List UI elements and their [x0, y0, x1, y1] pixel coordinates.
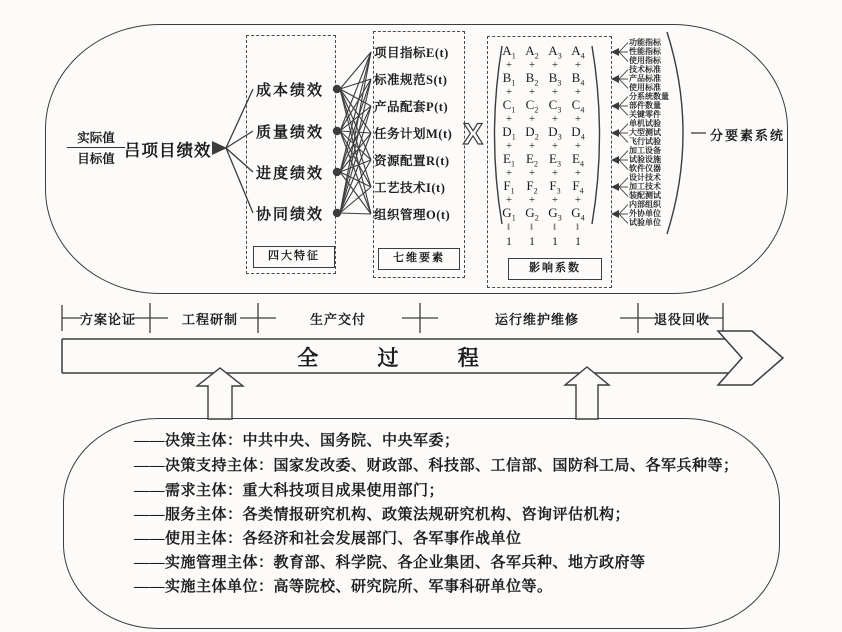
matrix-equals: ‖	[507, 222, 511, 232]
matrix-cell-index: 4	[580, 78, 585, 88]
matrix-cell-letter: C	[548, 97, 558, 112]
matrix-plus: +	[505, 167, 513, 179]
matrix-cell-index: 2	[534, 78, 539, 88]
subsystem-item: 使用指标	[629, 56, 661, 66]
matrix-cell-index: 2	[534, 105, 539, 115]
matrix-cell-letter: G	[548, 205, 558, 220]
subsystem-item: 分系统数量	[629, 91, 669, 101]
feature-node-dot	[333, 209, 341, 217]
matrix-plus: +	[574, 86, 582, 98]
subsystems-brace	[667, 32, 683, 234]
matrix-cell-letter: F	[503, 178, 511, 193]
matrix-cell-index: 1	[511, 51, 516, 61]
feature-item: 协同绩效	[255, 207, 324, 223]
matrix-plus: +	[505, 113, 513, 125]
subsystem-item: 装配测试	[629, 191, 661, 201]
matrix-plus: +	[528, 113, 536, 125]
matrix-cell-index: 1	[511, 78, 516, 88]
matrix-cell	[497, 124, 521, 142]
matrix-equals: ‖	[553, 222, 557, 232]
fan-origin-wedge	[212, 141, 227, 155]
matrix-cell	[543, 97, 567, 115]
matrix-cell	[566, 97, 590, 115]
subsystem-fan-line	[619, 205, 628, 214]
subsystem-arrowhead	[611, 183, 619, 191]
subsystem-item: 加工设备	[629, 145, 661, 155]
matrix-cell	[497, 43, 521, 61]
matrix-cell-letter: C	[525, 97, 535, 112]
stakeholder-line: ——需求主体：重大科技项目成果使用部门；	[134, 483, 445, 499]
matrix-plus: +	[551, 86, 559, 98]
matrix-cell-letter: F	[549, 178, 557, 193]
element-item: 资源配置R(t)	[374, 154, 450, 168]
stakeholder-line: ——实施主体单位：高等院校、研究院所、军事科研单位等。	[134, 579, 553, 595]
matrix-cell-letter: B	[548, 70, 558, 85]
matrix-paren-right	[592, 46, 600, 224]
matrix-cell	[520, 97, 544, 115]
matrix-cell-letter: F	[572, 178, 580, 193]
matrix-cell-letter: G	[571, 205, 581, 220]
matrix-equals: ‖	[530, 222, 534, 232]
matrix-cell-index: 3	[557, 132, 562, 142]
up-arrow	[565, 367, 609, 419]
matrix-cell	[520, 70, 544, 88]
matrix-caption: 影响系数	[508, 258, 602, 280]
subsystem-item: 性能指标	[629, 47, 661, 56]
feature-element-line	[340, 213, 371, 214]
matrix-cell-letter: E	[526, 151, 534, 166]
matrix-plus: +	[528, 194, 536, 206]
matrix-cell-letter: C	[571, 97, 581, 112]
matrix-cell	[566, 124, 590, 142]
subsystem-item: 加工技术	[629, 182, 661, 191]
matrix-plus: +	[574, 140, 582, 152]
matrix-cell	[566, 151, 590, 169]
subsystem-item: 使用标准	[629, 83, 661, 93]
subsystem-item: 设计技术	[629, 172, 661, 182]
matrix-cell-letter: G	[525, 205, 535, 220]
matrix-cell-index: 3	[557, 78, 562, 88]
multiply-sign: X	[462, 118, 484, 151]
matrix-cell	[497, 70, 521, 88]
matrix-cell-letter: E	[572, 151, 580, 166]
subsystem-item: 飞行试验	[629, 137, 661, 147]
matrix-column-sum: 1	[552, 234, 558, 248]
matrix-plus: +	[505, 194, 513, 206]
matrix-cell-index: 3	[557, 51, 562, 61]
matrix-cell-letter: D	[548, 124, 558, 139]
matrix-cell-index: 2	[534, 132, 539, 142]
matrix-cell-index: 3	[557, 213, 562, 223]
subsystem-arrowhead	[611, 156, 619, 164]
matrix-cell-index: 4	[580, 213, 585, 223]
feature-item: 成本绩效	[255, 83, 324, 99]
matrix-cell-index: 3	[556, 159, 561, 169]
matrix-cell-letter: B	[502, 70, 512, 85]
feature-item: 质量绩效	[255, 125, 324, 141]
subsystem-fan-line	[619, 43, 628, 52]
matrix-cell	[520, 178, 544, 196]
project-performance-label: 吕项目绩效	[124, 141, 212, 160]
matrix-plus: +	[551, 167, 559, 179]
matrix-cell	[520, 43, 544, 61]
timeline-phase: 工程研制	[181, 312, 239, 327]
matrix-equals: ‖	[576, 222, 580, 232]
matrix-cell-letter: D	[525, 124, 535, 139]
matrix-column-sum: 1	[506, 234, 512, 248]
subsystem-fan-line	[619, 70, 628, 79]
subsystem-fan-line	[619, 178, 628, 187]
subsystem-arrowhead	[611, 48, 619, 56]
subsystem-item: 功能指标	[629, 37, 661, 47]
matrix-cell	[543, 178, 567, 196]
matrix-cell-index: 2	[533, 186, 538, 196]
subsystems-caption: 分要素系统	[710, 128, 786, 143]
subsystem-arrowhead	[611, 102, 619, 110]
matrix-cell	[520, 124, 544, 142]
subsystem-item: 外协单位	[629, 209, 661, 218]
stakeholder-line: ——服务主体：各类情报研究机构、政策法规研究机构、咨询评估机构；	[134, 507, 631, 523]
matrix-cell	[566, 70, 590, 88]
matrix-cell-letter: D	[571, 124, 581, 139]
matrix-plus: +	[505, 59, 513, 71]
matrix-cell	[543, 70, 567, 88]
matrix-cell-index: 4	[579, 159, 584, 169]
matrix-plus: +	[551, 113, 559, 125]
subsystem-arrowhead	[611, 210, 619, 218]
matrix-column-sum: 1	[529, 234, 535, 248]
matrix-cell-index: 4	[580, 105, 585, 115]
matrix-plus: +	[505, 86, 513, 98]
stakeholder-line: ——使用主体：各经济和社会发展部门、各军事作战单位	[134, 531, 522, 547]
subsystem-item: 部件数量	[629, 101, 661, 110]
subsystem-arrowhead	[611, 129, 619, 137]
matrix-cell	[543, 43, 567, 61]
formula-numerator: 实际值	[67, 128, 125, 148]
seven-elements-caption: 七维要素	[378, 248, 460, 270]
matrix-cell	[497, 205, 521, 223]
stakeholder-line: ——决策支持主体：国家发改委、财政部、科技部、工信部、国防科工局、各军兵种等；	[134, 458, 739, 474]
matrix-cell-letter: A	[548, 43, 558, 58]
element-item: 工艺技术I(t)	[374, 181, 446, 195]
matrix-cell-index: 1	[510, 159, 515, 169]
subsystem-fan-line	[619, 214, 628, 223]
matrix-cell-letter: D	[502, 124, 512, 139]
stakeholder-line: ——决策主体：中共中央、国务院、中央军委；	[134, 433, 460, 449]
ratio-formula	[67, 128, 125, 167]
matrix-cell	[497, 97, 521, 115]
matrix-cell-index: 2	[534, 51, 539, 61]
timeline-phase: 方案论证	[79, 312, 137, 327]
matrix-cell-letter: G	[502, 205, 512, 220]
matrix-plus: +	[528, 140, 536, 152]
matrix-plus: +	[551, 59, 559, 71]
matrix-cell-letter: E	[549, 151, 557, 166]
matrix-cell-letter: B	[525, 70, 535, 85]
subsystem-item: 软件仪器	[629, 164, 661, 174]
matrix-plus: +	[574, 194, 582, 206]
matrix-cell-index: 4	[579, 186, 584, 196]
element-item: 产品配套P(t)	[374, 100, 449, 114]
subsystem-fan-line	[619, 151, 628, 160]
matrix-plus: +	[551, 140, 559, 152]
subsystem-item: 试验单位	[629, 218, 661, 228]
matrix-cell-index: 1	[511, 132, 516, 142]
stakeholder-line: ——实施管理主体：教育部、科学院、各企业集团、各军兵种、地方政府等	[134, 555, 646, 571]
matrix-cell-letter: B	[571, 70, 581, 85]
matrix-cell-index: 2	[534, 213, 539, 223]
matrix-plus: +	[528, 86, 536, 98]
matrix-cell-index: 4	[580, 132, 585, 142]
timeline-phase: 退役回收	[653, 312, 711, 327]
matrix-cell-index: 3	[557, 105, 562, 115]
subsystem-fan-line	[619, 124, 628, 133]
matrix-cell-letter: A	[571, 43, 581, 58]
subsystem-fan-line	[619, 187, 628, 196]
matrix-cell-letter: A	[525, 43, 535, 58]
matrix-plus: +	[574, 59, 582, 71]
subsystem-fan-line	[619, 133, 628, 142]
matrix-cell-index: 3	[556, 186, 561, 196]
element-item: 任务计划M(t)	[374, 127, 453, 141]
matrix-cell-letter: F	[526, 178, 534, 193]
feature-node-dot	[333, 168, 341, 176]
element-item: 组织管理O(t)	[374, 208, 451, 222]
matrix-cell-letter: C	[502, 97, 512, 112]
timeline-phase: 生产交付	[309, 312, 367, 327]
subsystem-item: 产品标准	[629, 74, 661, 83]
matrix-cell	[520, 151, 544, 169]
matrix-cell	[543, 205, 567, 223]
matrix-cell-index: 1	[511, 105, 516, 115]
matrix-cell-letter: E	[503, 151, 511, 166]
matrix-cell-index: 1	[511, 213, 516, 223]
matrix-plus: +	[528, 59, 536, 71]
matrix-cell-index: 2	[533, 159, 538, 169]
subsystem-item: 大型测试	[629, 128, 661, 137]
subsystem-item: 试验设施	[629, 155, 661, 164]
subsystem-fan-line	[619, 79, 628, 88]
matrix-cell	[543, 124, 567, 142]
matrix-cell	[497, 151, 521, 169]
subsystem-fan-line	[619, 52, 628, 61]
timeline-phase: 运行维护维修	[494, 312, 580, 327]
subsystem-fan-line	[619, 160, 628, 169]
feature-node-dot	[333, 85, 341, 93]
matrix-cell	[566, 178, 590, 196]
matrix-cell	[497, 178, 521, 196]
subsystem-fan-line	[619, 106, 628, 115]
matrix-plus: +	[505, 140, 513, 152]
subsystem-fan-line	[619, 97, 628, 106]
feature-node-dot	[333, 127, 341, 135]
four-features-caption: 四大特征	[253, 246, 335, 268]
matrix-cell	[566, 205, 590, 223]
subsystem-item: 单机试验	[629, 118, 661, 128]
feature-item: 进度绩效	[255, 166, 324, 182]
subsystem-arrowhead	[611, 75, 619, 83]
matrix-plus: +	[574, 113, 582, 125]
matrix-column-sum: 1	[575, 234, 581, 248]
matrix-plus: +	[574, 167, 582, 179]
up-arrow	[197, 368, 243, 419]
arrow-chevron-head	[718, 331, 783, 385]
subsystem-item: 技术标准	[629, 64, 661, 74]
subsystem-item: 内部组织	[629, 199, 661, 209]
matrix-plus: +	[528, 167, 536, 179]
element-item: 项目指标E(t)	[374, 46, 449, 60]
matrix-cell	[566, 43, 590, 61]
matrix-cell-index: 1	[510, 186, 515, 196]
matrix-cell	[543, 151, 567, 169]
matrix-cell-letter: A	[502, 43, 512, 58]
subsystem-item: 关键零件	[629, 110, 661, 120]
matrix-cell-index: 4	[580, 51, 585, 61]
formula-denominator: 目标值	[77, 152, 115, 166]
element-item: 标准规范S(t)	[374, 73, 448, 87]
matrix-cell	[520, 205, 544, 223]
matrix-plus: +	[551, 194, 559, 206]
process-arrow-label: 全 过 程	[297, 346, 483, 370]
